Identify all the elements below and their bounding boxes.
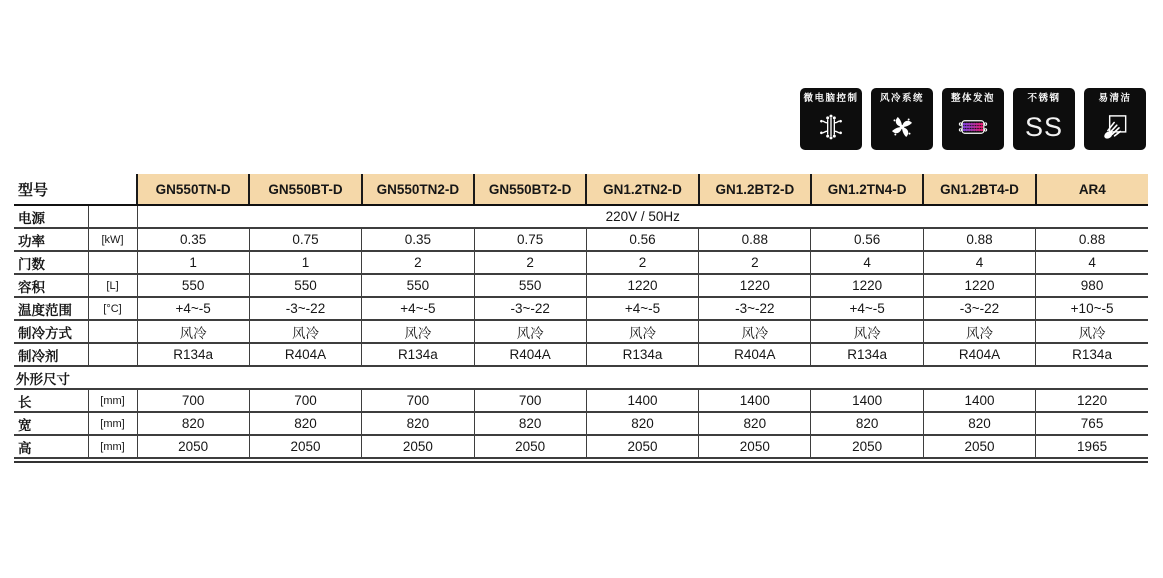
spec-value: 0.35 xyxy=(137,228,249,251)
spec-value: R134a xyxy=(137,343,249,366)
model-header: GN1.2TN4-D xyxy=(811,174,923,205)
spec-table-wrap xyxy=(14,174,1148,463)
model-header: GN1.2TN2-D xyxy=(586,174,698,205)
model-corner-label: 型号 xyxy=(14,174,137,205)
spec-value: 700 xyxy=(362,389,474,412)
spec-value: 0.35 xyxy=(362,228,474,251)
spec-value: 风冷 xyxy=(137,320,249,343)
wipe-hand-icon xyxy=(1084,104,1146,150)
model-header: AR4 xyxy=(1036,174,1148,205)
spec-value: 1 xyxy=(249,251,361,274)
feature-badge-easy-clean xyxy=(1084,88,1146,150)
power-supply-value: 220V / 50Hz xyxy=(137,205,1148,228)
spec-value: 1965 xyxy=(1036,435,1148,458)
row-label: 电源 xyxy=(14,205,88,228)
spec-value: 风冷 xyxy=(1036,320,1148,343)
spec-value: R404A xyxy=(249,343,361,366)
spec-value: 1400 xyxy=(923,389,1035,412)
spec-row xyxy=(14,228,1148,251)
spec-value: 820 xyxy=(474,412,586,435)
spec-value: 820 xyxy=(699,412,811,435)
spec-value: 4 xyxy=(811,251,923,274)
spec-value: 1400 xyxy=(586,389,698,412)
spec-row xyxy=(14,366,1148,389)
table-bottom-rule xyxy=(14,461,1148,463)
row-label: 制冷方式 xyxy=(14,320,88,343)
spec-value: 2050 xyxy=(474,435,586,458)
feature-badge-microcomputer-control xyxy=(800,88,862,150)
spec-value: R134a xyxy=(811,343,923,366)
spec-value: 1400 xyxy=(811,389,923,412)
spec-value: 0.88 xyxy=(1036,228,1148,251)
spec-row xyxy=(14,435,1148,458)
spec-value: 550 xyxy=(137,274,249,297)
spec-value: 1220 xyxy=(699,274,811,297)
feature-badges xyxy=(800,88,1146,150)
spec-row xyxy=(14,320,1148,343)
row-unit xyxy=(88,343,137,366)
spec-value: 1220 xyxy=(586,274,698,297)
spec-value: 2050 xyxy=(923,435,1035,458)
spec-value: -3~-22 xyxy=(923,297,1035,320)
dimensions-section-label: 外形尺寸 xyxy=(14,366,1148,389)
spec-value: -3~-22 xyxy=(249,297,361,320)
spec-value: 风冷 xyxy=(699,320,811,343)
spec-value: 2050 xyxy=(362,435,474,458)
badge-label: 不锈钢 xyxy=(1027,93,1061,104)
row-label: 门数 xyxy=(14,251,88,274)
spec-value: R134a xyxy=(586,343,698,366)
ss-text xyxy=(1013,104,1075,150)
spec-value: 1220 xyxy=(1036,389,1148,412)
spec-value: R134a xyxy=(1036,343,1148,366)
spec-value: 风冷 xyxy=(586,320,698,343)
row-unit xyxy=(88,205,137,228)
foam-icon xyxy=(942,104,1004,150)
spec-value: 700 xyxy=(249,389,361,412)
spec-value: 风冷 xyxy=(249,320,361,343)
spec-value: 0.88 xyxy=(923,228,1035,251)
model-header: GN1.2BT2-D xyxy=(699,174,811,205)
row-unit: [mm] xyxy=(88,412,137,435)
spec-value: 820 xyxy=(811,412,923,435)
spec-value: 2 xyxy=(362,251,474,274)
row-unit xyxy=(88,320,137,343)
spec-value: 风冷 xyxy=(362,320,474,343)
spec-value: 0.56 xyxy=(586,228,698,251)
spec-value: 820 xyxy=(362,412,474,435)
row-label: 温度范围 xyxy=(14,297,88,320)
spec-value: R404A xyxy=(699,343,811,366)
spec-value: 4 xyxy=(1036,251,1148,274)
spec-row xyxy=(14,389,1148,412)
ss-text: SS xyxy=(1024,111,1064,142)
model-header-row xyxy=(14,174,1148,205)
row-unit: [°C] xyxy=(88,297,137,320)
spec-value: 风冷 xyxy=(811,320,923,343)
fan-icon xyxy=(871,104,933,150)
spec-value: 2050 xyxy=(811,435,923,458)
badge-label: 整体发泡 xyxy=(950,93,995,104)
spec-row xyxy=(14,274,1148,297)
spec-value: 2 xyxy=(586,251,698,274)
feature-badge-air-cooling-system xyxy=(871,88,933,150)
row-unit: [mm] xyxy=(88,389,137,412)
row-unit: [kW] xyxy=(88,228,137,251)
spec-value: 2050 xyxy=(137,435,249,458)
spec-value: +4~-5 xyxy=(137,297,249,320)
feature-badge-stainless-steel xyxy=(1013,88,1075,150)
feature-badge-integral-foaming xyxy=(942,88,1004,150)
spec-value: 1220 xyxy=(811,274,923,297)
spec-value: 4 xyxy=(923,251,1035,274)
row-label: 制冷剂 xyxy=(14,343,88,366)
badge-label: 微电脑控制 xyxy=(803,93,859,104)
spec-value: 820 xyxy=(586,412,698,435)
spec-value: 550 xyxy=(249,274,361,297)
spec-value: 820 xyxy=(137,412,249,435)
spec-value: +10~-5 xyxy=(1036,297,1148,320)
spec-value: 980 xyxy=(1036,274,1148,297)
spec-value: 550 xyxy=(362,274,474,297)
model-header: GN1.2BT4-D xyxy=(923,174,1035,205)
spec-value: R404A xyxy=(923,343,1035,366)
model-header: GN550BT2-D xyxy=(474,174,586,205)
model-header: GN550TN-D xyxy=(137,174,249,205)
row-label: 宽 xyxy=(14,412,88,435)
spec-value: R404A xyxy=(474,343,586,366)
spec-value: 700 xyxy=(137,389,249,412)
spec-value: +4~-5 xyxy=(362,297,474,320)
spec-value: 风冷 xyxy=(923,320,1035,343)
row-unit: [mm] xyxy=(88,435,137,458)
spec-value: 550 xyxy=(474,274,586,297)
spec-value: 820 xyxy=(249,412,361,435)
spec-value: 1220 xyxy=(923,274,1035,297)
spec-value: 2050 xyxy=(699,435,811,458)
spec-value: 820 xyxy=(923,412,1035,435)
row-label: 高 xyxy=(14,435,88,458)
circuit-icon xyxy=(800,104,862,150)
badge-label: 风冷系统 xyxy=(879,93,924,104)
spec-table xyxy=(14,174,1148,459)
spec-value: 1 xyxy=(137,251,249,274)
spec-row xyxy=(14,412,1148,435)
model-header: GN550BT-D xyxy=(249,174,361,205)
spec-value: 2050 xyxy=(586,435,698,458)
spec-row xyxy=(14,297,1148,320)
spec-value: 0.56 xyxy=(811,228,923,251)
spec-value: R134a xyxy=(362,343,474,366)
badge-label: 易清洁 xyxy=(1098,93,1132,104)
row-label: 功率 xyxy=(14,228,88,251)
spec-value: 0.75 xyxy=(474,228,586,251)
spec-value: 765 xyxy=(1036,412,1148,435)
spec-value: 风冷 xyxy=(474,320,586,343)
spec-value: 2050 xyxy=(249,435,361,458)
spec-value: 700 xyxy=(474,389,586,412)
spec-value: +4~-5 xyxy=(586,297,698,320)
spec-value: 2 xyxy=(474,251,586,274)
spec-value: -3~-22 xyxy=(699,297,811,320)
spec-row xyxy=(14,205,1148,228)
spec-row xyxy=(14,343,1148,366)
spec-value: 2 xyxy=(699,251,811,274)
spec-value: 1400 xyxy=(699,389,811,412)
row-label: 容积 xyxy=(14,274,88,297)
spec-value: 0.75 xyxy=(249,228,361,251)
model-header: GN550TN2-D xyxy=(362,174,474,205)
spec-value: 0.88 xyxy=(699,228,811,251)
row-unit xyxy=(88,251,137,274)
spec-value: -3~-22 xyxy=(474,297,586,320)
spec-row xyxy=(14,251,1148,274)
spec-value: +4~-5 xyxy=(811,297,923,320)
row-unit: [L] xyxy=(88,274,137,297)
row-label: 长 xyxy=(14,389,88,412)
